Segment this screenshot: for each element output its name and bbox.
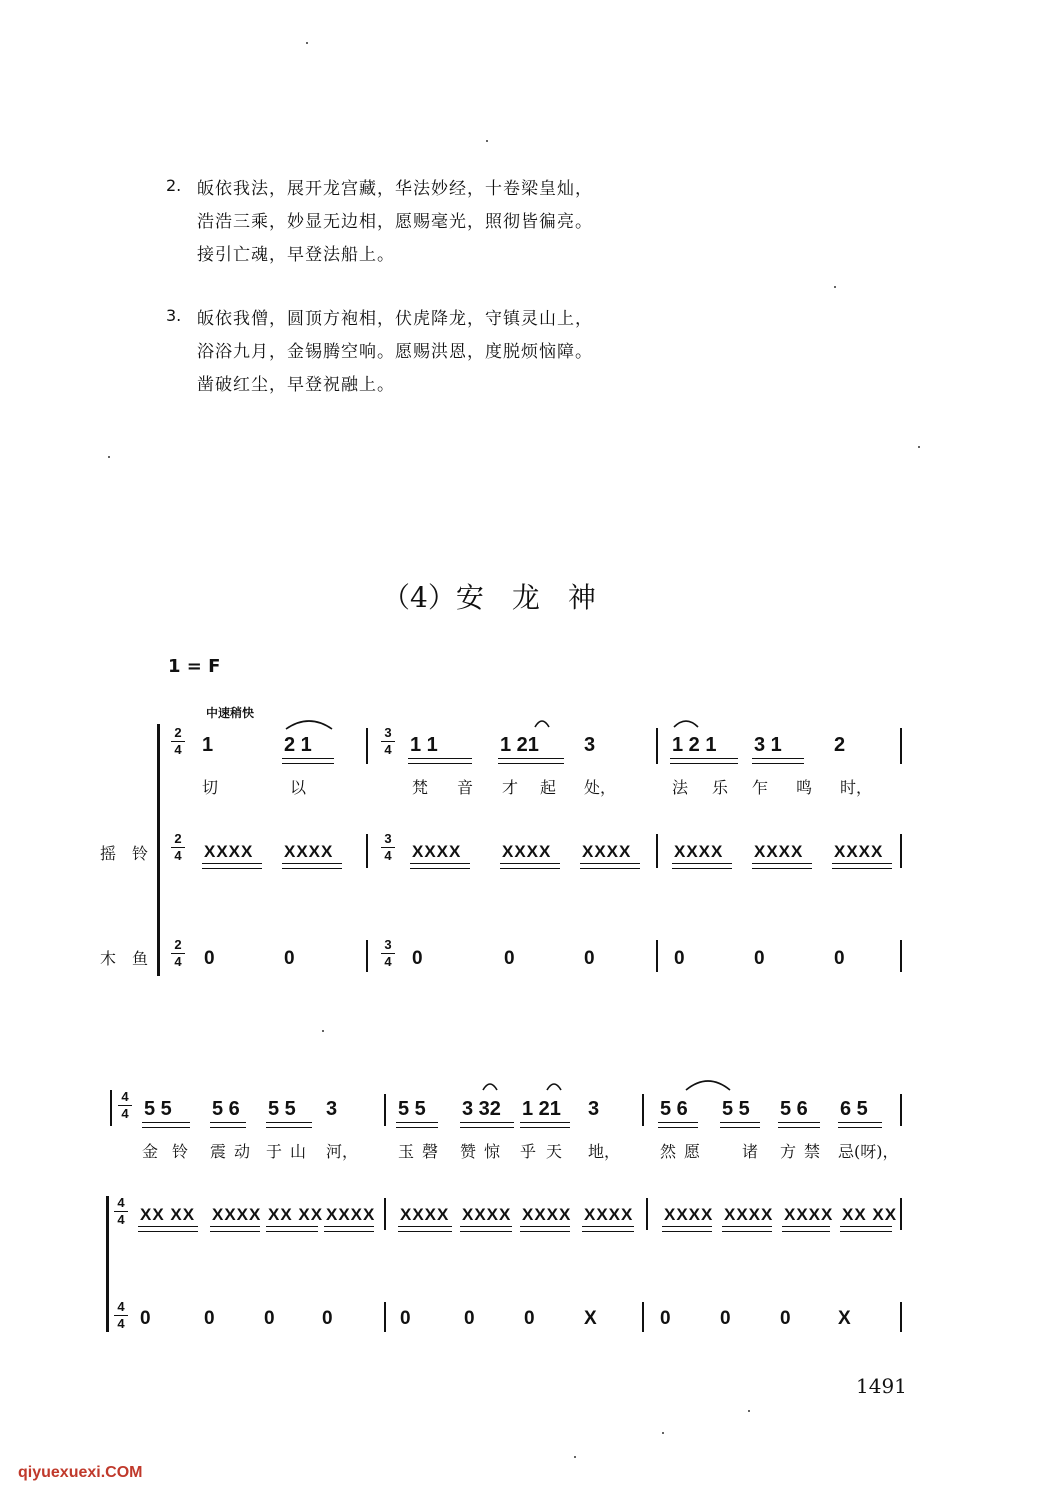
lyric: 天 — [546, 1142, 563, 1161]
time-signature: 2 4 — [171, 726, 185, 757]
fish-beat: X — [584, 1308, 597, 1329]
piece-title: （4）安 龙 神 — [382, 581, 596, 614]
underline — [282, 758, 334, 764]
barline — [366, 834, 368, 868]
lyric: 赞 — [460, 1142, 477, 1161]
lyric: 河， — [326, 1142, 359, 1161]
page-number: 1491 — [856, 1374, 907, 1398]
fish-beat: 0 — [284, 948, 295, 969]
melody-note: 5 6 — [212, 1098, 240, 1120]
underline — [498, 758, 564, 764]
lyric: 方 — [780, 1142, 797, 1161]
bell-pattern: XXXX — [462, 1205, 512, 1224]
lyric: 惊 — [484, 1142, 501, 1161]
fish-beat: 0 — [412, 948, 423, 969]
underline — [582, 1226, 634, 1232]
underline — [662, 1226, 712, 1232]
barline — [646, 1198, 648, 1230]
instrument-bell-label: 摇 铃 — [100, 844, 149, 863]
lyric: 才 — [502, 778, 519, 797]
bell-pattern: XXXX — [412, 842, 462, 861]
fish-beat: 0 — [204, 948, 215, 969]
system-2-brace — [106, 1196, 109, 1332]
melody-note: 5 5 — [398, 1098, 426, 1120]
underline — [838, 1122, 882, 1128]
underline — [752, 863, 812, 869]
underline — [520, 1226, 570, 1232]
fish-beat: 0 — [204, 1308, 215, 1329]
melody-note: 5 6 — [780, 1098, 808, 1120]
underline — [410, 863, 470, 869]
barline — [384, 1198, 386, 1230]
lyric: 愿 — [684, 1142, 701, 1161]
scan-speck — [834, 286, 836, 288]
melody-note: 1 — [202, 734, 214, 756]
underline — [202, 863, 262, 869]
slur — [481, 1080, 499, 1092]
underline — [672, 863, 732, 869]
lyric: 音 — [457, 778, 474, 797]
underline — [670, 758, 738, 764]
underline — [210, 1226, 260, 1232]
verse-3-number: 3. — [166, 306, 182, 325]
bell-pattern: XXXX — [584, 1205, 634, 1224]
lyric: 磬 — [422, 1142, 439, 1161]
instrument-fish-label: 木 鱼 — [100, 949, 149, 968]
lyric: 法 — [672, 778, 689, 797]
melody-note: 5 5 — [722, 1098, 750, 1120]
barline — [384, 1302, 386, 1332]
barline — [656, 940, 658, 972]
melody-note: 1 2 1 — [672, 734, 717, 756]
lyric: 铃 — [172, 1142, 189, 1161]
bell-pattern: XXXX — [204, 842, 254, 861]
fish-beat: 0 — [754, 948, 765, 969]
lyric: 切 — [202, 778, 219, 797]
bell-pattern: XXXX — [326, 1205, 376, 1224]
verse-3-line-2: 浴浴九月，金锡腾空响。愿赐洪恩，度脱烦恼障。 — [197, 342, 593, 362]
scan-speck — [486, 140, 488, 142]
underline — [266, 1226, 318, 1232]
barline — [900, 1198, 902, 1230]
fish-beat: 0 — [720, 1308, 731, 1329]
lyric: 金 — [142, 1142, 159, 1161]
melody-note: 1 21 — [500, 734, 539, 756]
underline — [408, 758, 472, 764]
bell-pattern: XXXX — [522, 1205, 572, 1224]
underline — [500, 863, 560, 869]
time-signature: 3 4 — [381, 832, 395, 863]
system-1-brace — [157, 724, 160, 976]
bell-pattern: XXXX — [754, 842, 804, 861]
verse-3-line-3: 凿破红尘，早登祝融上。 — [197, 375, 395, 395]
verse-3-line-1: 皈依我僧，圆顶方袍相，伏虎降龙，守镇灵山上， — [197, 309, 593, 329]
fish-beat: 0 — [834, 948, 845, 969]
lyric: 山 — [290, 1142, 307, 1161]
lyric: 梵 — [412, 778, 429, 797]
underline — [282, 863, 342, 869]
underline — [752, 758, 804, 764]
underline — [398, 1226, 452, 1232]
time-signature: 3 4 — [381, 726, 395, 757]
underline — [580, 863, 640, 869]
key-signature: 1 = F — [168, 656, 221, 677]
fish-beat: 0 — [780, 1308, 791, 1329]
lyric: 忌(呀)， — [838, 1142, 899, 1161]
lyric: 震 — [210, 1142, 227, 1161]
melody-note: 1 1 — [410, 734, 438, 756]
barline — [656, 834, 658, 868]
lyric: 诸 — [742, 1142, 759, 1161]
barline — [656, 728, 658, 764]
underline — [266, 1122, 312, 1128]
verse-2-number: 2. — [166, 176, 182, 195]
underline — [324, 1226, 374, 1232]
bell-pattern: XXXX — [834, 842, 884, 861]
time-signature: 2 4 — [171, 832, 185, 863]
verse-2-line-2: 浩浩三乘，妙显无边相，愿赐毫光，照彻皆徧亮。 — [197, 212, 593, 232]
fish-beat: 0 — [140, 1308, 151, 1329]
lyric: 于 — [266, 1142, 283, 1161]
melody-note: 2 — [834, 734, 846, 756]
underline — [722, 1226, 772, 1232]
fish-beat: 0 — [322, 1308, 333, 1329]
time-signature: 4 4 — [114, 1196, 128, 1227]
lyric: 起 — [540, 778, 557, 797]
lyric: 地， — [588, 1142, 621, 1161]
melody-note: 1 21 — [522, 1098, 561, 1120]
underline — [460, 1226, 512, 1232]
underline — [520, 1122, 570, 1128]
melody-note: 3 — [326, 1098, 338, 1120]
fish-beat: 0 — [660, 1308, 671, 1329]
melody-note: 2 1 — [284, 734, 312, 756]
lyric: 时， — [840, 778, 873, 797]
barline — [900, 1302, 902, 1332]
barline — [900, 1094, 902, 1126]
watermark: qiyuexuexi.COM — [18, 1464, 143, 1481]
bell-pattern: XX XX — [268, 1205, 324, 1224]
time-signature: 4 4 — [114, 1300, 128, 1331]
fish-beat: 0 — [674, 948, 685, 969]
scan-speck — [108, 456, 110, 458]
bell-pattern: XXXX — [784, 1205, 834, 1224]
melody-note: 3 — [584, 734, 596, 756]
scan-speck — [918, 446, 920, 448]
bell-pattern: XXXX — [724, 1205, 774, 1224]
fish-beat: 0 — [464, 1308, 475, 1329]
underline — [720, 1122, 760, 1128]
barline — [900, 940, 902, 972]
barline — [384, 1094, 386, 1126]
melody-note: 3 — [588, 1098, 600, 1120]
scan-speck — [574, 1456, 576, 1458]
barline — [642, 1094, 644, 1126]
slur — [684, 1076, 732, 1092]
underline — [658, 1122, 698, 1128]
melody-note: 3 32 — [462, 1098, 501, 1120]
barline — [900, 728, 902, 764]
lyric: 禁 — [804, 1142, 821, 1161]
slur — [533, 717, 551, 729]
underline — [142, 1122, 190, 1128]
bell-pattern: XXXX — [284, 842, 334, 861]
system-2-start-line — [110, 1090, 112, 1126]
tempo-marking: 中速稍快 — [206, 706, 255, 720]
underline — [840, 1226, 892, 1232]
verse-2-line-1: 皈依我法，展开龙宫藏，华法妙经，十卷梁皇灿， — [197, 179, 593, 199]
fish-beat: 0 — [524, 1308, 535, 1329]
bell-pattern: XX XX — [140, 1205, 196, 1224]
barline — [900, 834, 902, 868]
fish-beat: 0 — [584, 948, 595, 969]
melody-note: 5 5 — [268, 1098, 296, 1120]
melody-note: 5 5 — [144, 1098, 172, 1120]
fish-beat: 0 — [264, 1308, 275, 1329]
lyric: 玉 — [398, 1142, 415, 1161]
lyric: 动 — [234, 1142, 251, 1161]
scan-speck — [748, 1410, 750, 1412]
lyric: 乐 — [712, 778, 729, 797]
lyric: 处， — [584, 778, 617, 797]
bell-pattern: XXXX — [502, 842, 552, 861]
scan-speck — [322, 1030, 324, 1032]
underline — [782, 1226, 830, 1232]
underline — [460, 1122, 514, 1128]
verse-2-line-3: 接引亡魂，早登法船上。 — [197, 245, 395, 265]
time-signature: 3 4 — [381, 938, 395, 969]
slur — [545, 1080, 563, 1092]
underline — [832, 863, 892, 869]
underline — [396, 1122, 438, 1128]
bell-pattern: XXXX — [582, 842, 632, 861]
underline — [210, 1122, 246, 1128]
lyric: 乎 — [520, 1142, 537, 1161]
scan-speck — [662, 1432, 664, 1434]
fish-beat: 0 — [400, 1308, 411, 1329]
lyric: 鸣 — [796, 778, 813, 797]
underline — [138, 1226, 198, 1232]
barline — [366, 728, 368, 764]
time-signature: 4 4 — [118, 1090, 132, 1121]
bell-pattern: XX XX — [842, 1205, 898, 1224]
lyric: 以 — [290, 778, 307, 797]
lyric: 然 — [660, 1142, 677, 1161]
melody-note: 5 6 — [660, 1098, 688, 1120]
lyric: 乍 — [752, 778, 769, 797]
fish-beat: X — [838, 1308, 851, 1329]
barline — [642, 1302, 644, 1332]
slur — [672, 717, 700, 729]
bell-pattern: XXXX — [664, 1205, 714, 1224]
bell-pattern: XXXX — [674, 842, 724, 861]
fish-beat: 0 — [504, 948, 515, 969]
melody-note: 6 5 — [840, 1098, 868, 1120]
bell-pattern: XXXX — [212, 1205, 262, 1224]
scan-speck — [306, 42, 308, 44]
slur — [284, 717, 334, 731]
underline — [778, 1122, 820, 1128]
barline — [366, 940, 368, 972]
bell-pattern: XXXX — [400, 1205, 450, 1224]
time-signature: 2 4 — [171, 938, 185, 969]
melody-note: 3 1 — [754, 734, 782, 756]
